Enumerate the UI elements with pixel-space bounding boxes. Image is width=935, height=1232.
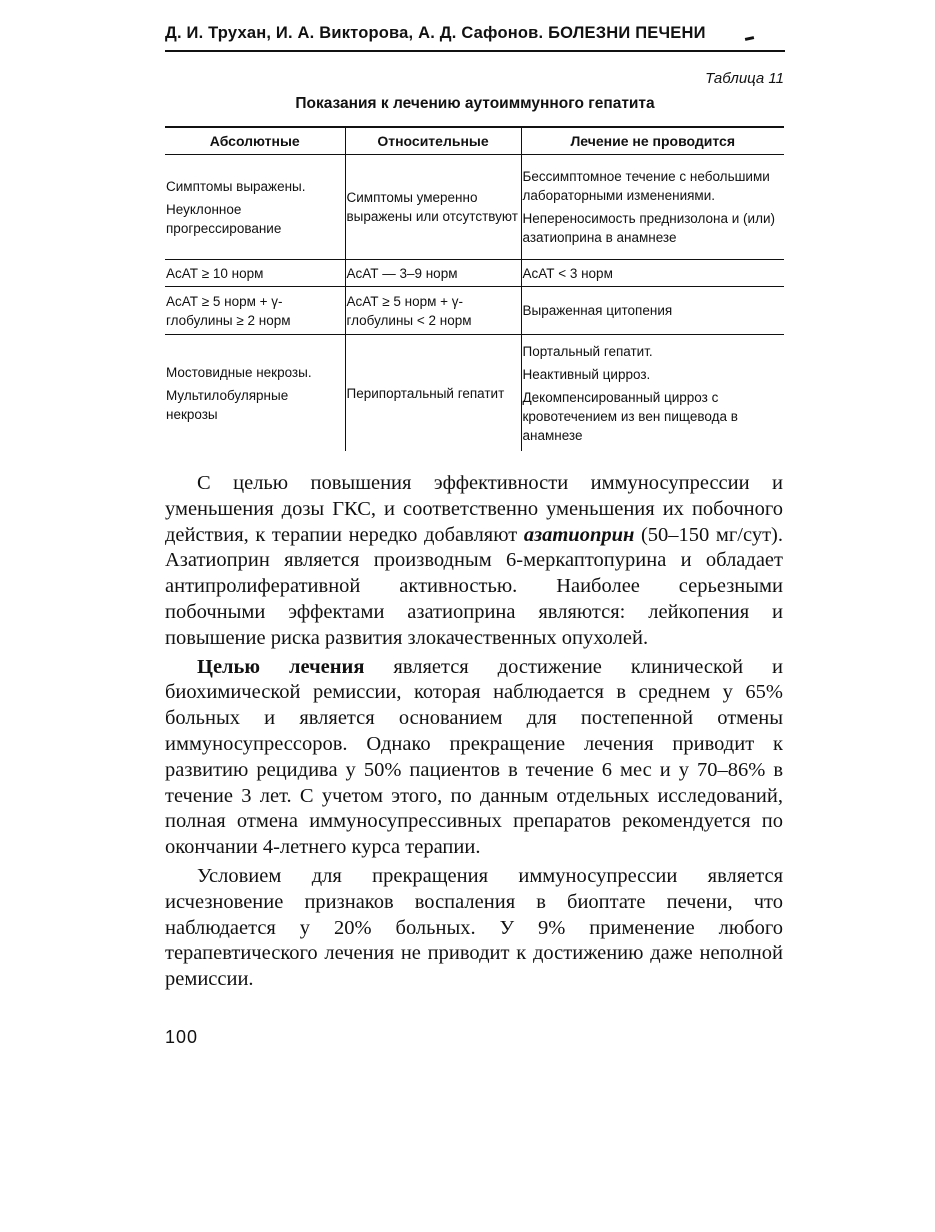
- table-cell: [165, 260, 345, 287]
- cell-line: Мостовидные некрозы.: [166, 364, 312, 380]
- paragraph-text: С целью повышения эффективности иммуносупрессии и уменьшения дозы ГКС, и соответственно уменьшения их побочного действия, к терапии нередко добавляют: [165, 472, 783, 546]
- cell-line: Выраженная цитопения: [522, 303, 673, 318]
- cell-line: Неактивный цирроз.: [522, 366, 651, 382]
- table-cell: [521, 155, 784, 260]
- cell-line: АсАТ ≥ 10 норм: [166, 265, 264, 281]
- cell-line: Портальный гепатит.: [522, 343, 653, 359]
- table-cell: [165, 335, 345, 452]
- cell-line: Неуклонное прогрессирование: [166, 201, 282, 236]
- paragraph-text: Условием для прекращения иммуносупрессии является исчезновение признаков воспаления в биоптате печени, что наблюдается у 20% больных. У 9% применение любого терапевтического лечения не приводит к достижению даже неполной ремиссии.: [165, 864, 783, 991]
- cell-line: АсАТ ≥ 5 норм + γ-глобулины < 2 норм: [346, 293, 472, 328]
- column-header-no-treatment: Лечение не проводится: [521, 127, 784, 155]
- table-cell: [345, 260, 521, 287]
- table-cell: [521, 260, 784, 287]
- drug-name: азатиоприн: [523, 523, 635, 546]
- cell-line: Симптомы выражены.: [166, 178, 306, 194]
- cell-line: Мультилобулярные некрозы: [166, 387, 289, 422]
- page-number: 100: [165, 1027, 199, 1047]
- cell-line: АсАТ ≥ 5 норм + γ-глобулины ≥ 2 норм: [166, 293, 291, 328]
- cell-line: Бессимптомное течение с небольшими лабораторными изменениями.: [522, 169, 770, 203]
- cell-line: АсАТ — 3–9 норм: [346, 265, 458, 281]
- paragraph-text: является достижение клинической и биохимической ремиссии, которая наблюдается в среднем у 65% больных и является основанием для постепенной отмены иммуносупрессоров. Однако прекращение лечения приводит к развитию рецидива у 50% пациентов в течение 6 мес и у 70–86% в течение 3 лет. С учетом этого, по данным отдельных исследований, полная отмена иммуносупрессивных препаратов рекомендуется по окончании 4-летнего курса терапии.: [165, 655, 783, 859]
- table-row: [165, 287, 784, 335]
- table-cell: [521, 335, 784, 452]
- cell-line: Симптомы умеренно выражены или отсутствуют: [346, 190, 518, 224]
- paragraph-lead: Целью лечения: [197, 655, 365, 678]
- cell-line: Декомпенсированный цирроз с кровотечением из вен пищевода в анамнезе: [522, 389, 738, 443]
- table-row: [165, 155, 784, 260]
- paragraph: [165, 655, 783, 861]
- table-cell: [345, 335, 521, 452]
- table-row: [165, 260, 784, 287]
- paragraph: [165, 471, 783, 652]
- cell-line: АсАТ < 3 норм: [522, 265, 613, 281]
- table-cell: [165, 287, 345, 335]
- cell-line: Перипортальный гепатит: [346, 385, 505, 401]
- body-text: [165, 471, 783, 996]
- table-title: Показания к лечению аутоиммунного гепатита: [295, 95, 655, 112]
- table-number: Таблица 11: [705, 70, 784, 87]
- table-row: [165, 335, 784, 452]
- cell-line: Непереносимость преднизолона и (или) азатиоприна в анамнезе: [522, 211, 775, 245]
- table-cell: [521, 287, 784, 335]
- table-cell: [345, 287, 521, 335]
- paragraph-text: (50–150 мг/сут). Азатиоприн является производным 6-меркаптопурина и обладает антипролиферативной активностью. Наиболее серьезными побочными эффектами азатиоприна являются: лейкопения и повышение риска развития злокачественных опухолей.: [165, 523, 783, 649]
- running-head-rule: [165, 50, 785, 52]
- indications-table: [165, 126, 784, 451]
- column-header-relative: Относительные: [345, 127, 521, 155]
- table-header-row: [165, 127, 784, 155]
- table-cell: [165, 155, 345, 260]
- table-cell: [345, 155, 521, 260]
- column-header-absolute: Абсолютные: [165, 127, 345, 155]
- paragraph: [165, 864, 783, 993]
- running-head: Д. И. Трухан, И. А. Викторова, А. Д. Сафонов. БОЛЕЗНИ ПЕЧЕНИ: [165, 24, 706, 42]
